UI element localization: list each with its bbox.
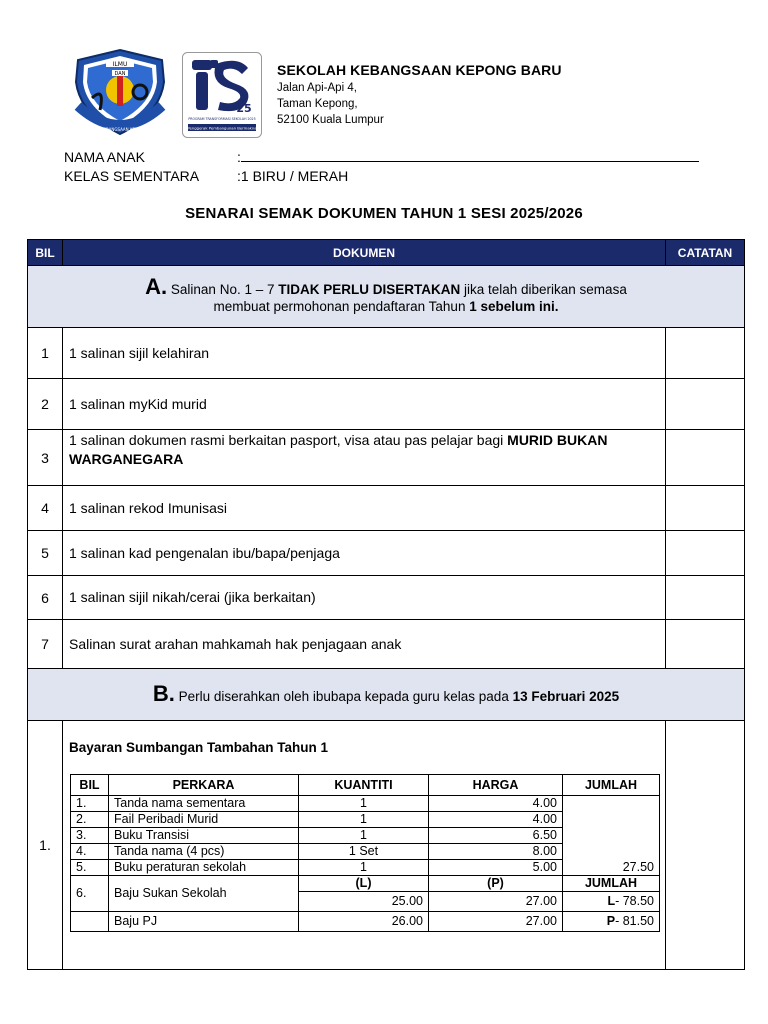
item-bil: 5. — [71, 860, 109, 876]
subtotal-value: 27.50 — [622, 860, 654, 874]
row-document: 1 salinan rekod Imunisasi — [63, 486, 666, 531]
row-document-bold: MURID BUKAN WARGANEGARA — [69, 432, 608, 467]
payment-cell — [63, 721, 666, 970]
sukan-p-price: 27.00 — [429, 892, 563, 912]
uniform-header-row — [71, 876, 660, 892]
svg-text:PROGRAM TRANSFORMASI SEKOLAH 2: PROGRAM TRANSFORMASI SEKOLAH 2025 — [188, 117, 256, 121]
item-perkara: Tanda nama (4 pcs) — [109, 844, 299, 860]
nama-anak-blank-line[interactable] — [241, 148, 699, 162]
row-bil: 1 — [28, 328, 63, 379]
subtotal-cell — [563, 796, 660, 876]
item-harga: 4.00 — [429, 812, 563, 828]
checklist-table — [27, 239, 745, 970]
sukan-l-price: 25.00 — [299, 892, 429, 912]
item-kuantiti: 1 — [299, 796, 429, 812]
section-b-letter: B. — [152, 680, 175, 706]
row-document: 1 salinan sijil kelahiran — [63, 328, 666, 379]
address-line-3: 52100 Kuala Lumpur — [277, 114, 384, 126]
svg-text:25: 25 — [236, 102, 252, 115]
school-name: SEKOLAH KEBANGSAAN KEPONG BARU — [277, 62, 562, 78]
row-bil: 2 — [28, 379, 63, 430]
nama-anak-label: NAMA ANAK — [64, 149, 145, 165]
item-bil: 2. — [71, 812, 109, 828]
item-perkara: Tanda nama sementara — [109, 796, 299, 812]
total-p-value: - 81.50 — [615, 914, 654, 928]
row-document: 1 salinan myKid murid — [63, 379, 666, 430]
uniform-sukan-label: Baju Sukan Sekolah — [109, 876, 299, 912]
uniform-bil: 6. — [71, 876, 109, 912]
student-fields — [64, 148, 699, 186]
row-bil: 1. — [28, 721, 63, 970]
item-harga: 5.00 — [429, 860, 563, 876]
table-row — [28, 486, 745, 531]
school-header — [277, 62, 562, 128]
row-catatan-cell[interactable] — [666, 620, 745, 669]
item-harga: 8.00 — [429, 844, 563, 860]
section-a-bold-2: 1 sebelum ini. — [469, 299, 559, 314]
section-b-bold: 13 Februari 2025 — [512, 688, 620, 704]
table-row — [28, 576, 745, 620]
section-b-text: Perlu diserahkan oleh ibubapa kepada guru kelas pada — [174, 688, 513, 704]
section-b-row — [28, 669, 745, 721]
payment-table — [70, 774, 660, 932]
section-a-text-1: Salinan No. 1 – 7 — [167, 282, 279, 297]
row-catatan-cell[interactable] — [666, 486, 745, 531]
section-a-bold-1: TIDAK PERLU DISERTAKAN — [278, 282, 461, 297]
section-a-text-3: membuat permohonan pendaftaran Tahun — [213, 299, 470, 314]
item-bil: 4. — [71, 844, 109, 860]
row-catatan-cell[interactable] — [666, 328, 745, 379]
row-bil: 3 — [28, 430, 63, 486]
svg-text:SEKOLAH KEBANGSAAN KEPONG BARU: SEKOLAH KEBANGSAAN KEPONG BARU — [80, 127, 160, 132]
section-a-letter: A. — [145, 274, 168, 299]
school-crest-logo — [70, 48, 170, 138]
svg-text:ILMU: ILMU — [112, 61, 128, 68]
payment-header-kuantiti: KUANTITI — [299, 775, 429, 796]
total-l-prefix: L — [607, 894, 616, 908]
svg-text:Penggerak Pembangunan Bermakna: Penggerak Pembangunan Bermakna — [187, 125, 257, 131]
section-a-note — [28, 266, 745, 328]
uniform-col-l: (L) — [299, 876, 429, 892]
payment-row — [28, 721, 745, 970]
nama-anak-colon: : — [237, 149, 241, 165]
table-row — [28, 328, 745, 379]
row-catatan-cell[interactable] — [666, 379, 745, 430]
row-catatan-cell[interactable] — [666, 430, 745, 486]
row-document: 1 salinan kad pengenalan ibu/bapa/penjaga — [63, 531, 666, 576]
kelas-sementara-value: :1 BIRU / MERAH — [237, 168, 349, 184]
section-b-note — [28, 669, 745, 721]
item-perkara: Fail Peribadi Murid — [109, 812, 299, 828]
item-kuantiti: 1 Set — [299, 844, 429, 860]
item-harga: 6.50 — [429, 828, 563, 844]
item-perkara: Buku peraturan sekolah — [109, 860, 299, 876]
uniform-col-p: (P) — [429, 876, 563, 892]
payment-header-row — [71, 775, 660, 796]
item-harga: 4.00 — [429, 796, 563, 812]
item-bil: 3. — [71, 828, 109, 844]
uniform-col-jumlah: JUMLAH — [563, 876, 660, 892]
section-a-row — [28, 266, 745, 328]
item-kuantiti: 1 — [299, 812, 429, 828]
row-bil: 6 — [28, 576, 63, 620]
school-address — [277, 80, 562, 128]
payment-item-row — [71, 796, 660, 812]
table-header-row — [28, 240, 745, 266]
row-catatan-cell[interactable] — [666, 531, 745, 576]
header-dokumen: DOKUMEN — [63, 240, 666, 266]
payment-header-harga: HARGA — [429, 775, 563, 796]
uniform-pj-bil-empty — [71, 912, 109, 932]
header-catatan: CATATAN — [666, 240, 745, 266]
row-document: Salinan surat arahan mahkamah hak penjagaan anak — [63, 620, 666, 669]
item-bil: 1. — [71, 796, 109, 812]
transformasi-sekolah-logo — [182, 52, 262, 138]
uniform-pj-label: Baju PJ — [109, 912, 299, 932]
page-title: SENARAI SEMAK DOKUMEN TAHUN 1 SESI 2025/2026 — [185, 205, 583, 222]
row-bil: 7 — [28, 620, 63, 669]
row-document — [63, 430, 666, 486]
pj-p-price: 27.00 — [429, 912, 563, 932]
item-perkara: Buku Transisi — [109, 828, 299, 844]
address-line-2: Taman Kepong, — [277, 98, 358, 110]
section-a-text-2: jika telah diberikan semasa — [460, 282, 627, 297]
payment-header-jumlah: JUMLAH — [563, 775, 660, 796]
total-p-cell — [563, 912, 660, 932]
table-row — [28, 531, 745, 576]
total-l-cell — [563, 892, 660, 912]
uniform-pj-row — [71, 912, 660, 932]
total-l-value: - 78.50 — [615, 894, 654, 908]
pj-l-price: 26.00 — [299, 912, 429, 932]
table-row — [28, 430, 745, 486]
item-kuantiti: 1 — [299, 828, 429, 844]
svg-text:DAN: DAN — [114, 71, 126, 77]
item-kuantiti: 1 — [299, 860, 429, 876]
address-line-1: Jalan Api-Api 4, — [277, 82, 357, 94]
payment-header-bil: BIL — [71, 775, 109, 796]
payment-header-perkara: PERKARA — [109, 775, 299, 796]
kelas-sementara-label: KELAS SEMENTARA — [64, 168, 200, 184]
table-row — [28, 379, 745, 430]
row-bil: 5 — [28, 531, 63, 576]
total-p-prefix: P — [606, 914, 616, 928]
payment-title: Bayaran Sumbangan Tambahan Tahun 1 — [69, 740, 329, 755]
row-bil: 4 — [28, 486, 63, 531]
row-catatan-cell[interactable] — [666, 721, 745, 970]
row-document: 1 salinan sijil nikah/cerai (jika berkaitan) — [63, 576, 666, 620]
row-catatan-cell[interactable] — [666, 576, 745, 620]
header-bil: BIL — [28, 240, 63, 266]
table-row — [28, 620, 745, 669]
row-document-text: 1 salinan dokumen rasmi berkaitan pasport, visa atau pas pelajar bagi — [69, 432, 508, 448]
